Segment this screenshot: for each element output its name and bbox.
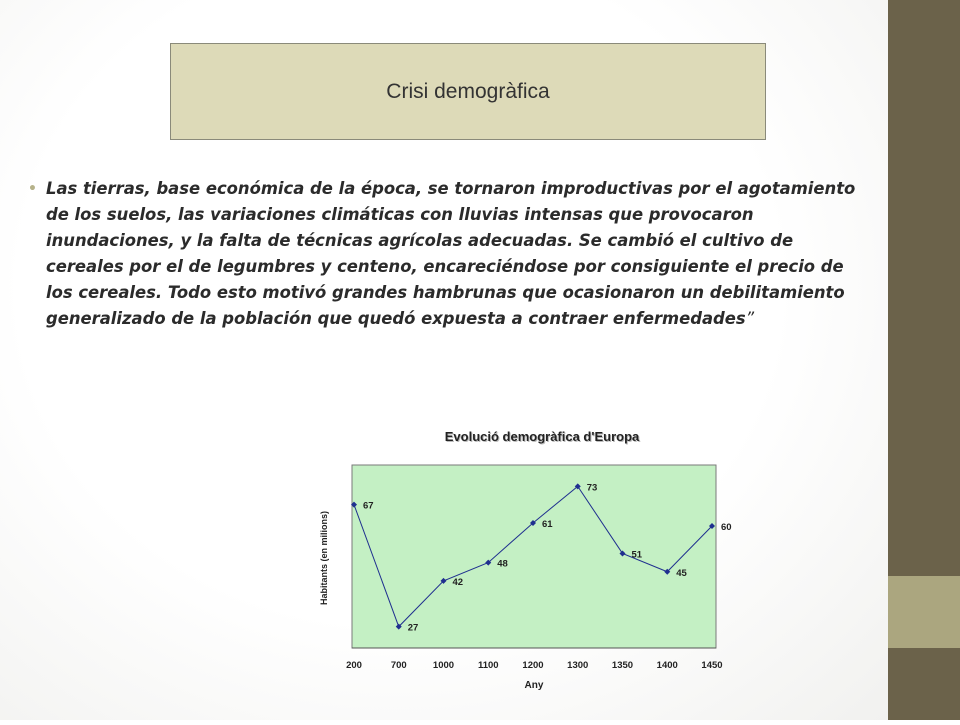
x-tick-labels <box>346 660 723 671</box>
x-tick-label: 700 <box>390 660 407 671</box>
data-label: 73 <box>586 482 598 494</box>
data-label: 61 <box>542 518 553 530</box>
x-tick-label: 1100 <box>477 660 499 671</box>
data-label: 51 <box>631 549 643 561</box>
bullet-icon: • <box>28 181 37 197</box>
data-label: 60 <box>721 522 732 533</box>
bullet-paragraph <box>28 176 858 332</box>
chart-svg <box>300 418 768 720</box>
sidebar-accent-block <box>888 576 960 648</box>
data-label: 42 <box>452 576 464 588</box>
x-axis-label: Any <box>524 680 544 691</box>
population-chart <box>300 418 768 720</box>
x-tick-label: 1300 <box>567 660 589 671</box>
bullet-text <box>46 176 858 332</box>
x-tick-label: 1200 <box>522 660 544 671</box>
x-tick-label: 1400 <box>656 660 678 671</box>
data-label: 27 <box>407 622 419 634</box>
x-tick-label: 1450 <box>701 660 723 671</box>
bullet-main-text: Las tierras, base económica de la época, se tornaron improductivas por el agotamiento de los suelos, las variaciones climáticas con lluvias intensas que provocaron inundaciones, y la falta de técnicas agrícolas adecuadas. Se cambió el cultivo de cereales por el de legumbres y centeno, encareciéndose por consiguiente el precio de los cereales. Todo esto motivó grandes hambrunas que ocasionaron un debilitamiento generalizado de la población que quedó expuesta a contraer enfermedades <box>46 179 856 328</box>
y-axis-label: Habitants (en milions) <box>319 510 329 606</box>
data-label: 45 <box>676 567 687 579</box>
x-tick-label: 1000 <box>432 660 455 671</box>
x-tick-label: 200 <box>346 660 362 671</box>
data-label: 67 <box>363 500 374 512</box>
title-box <box>170 43 766 140</box>
chart-title: Evolució demogràfica d'Europa <box>444 429 640 444</box>
data-label: 48 <box>497 558 508 570</box>
bullet-closing-quote: ” <box>745 309 755 328</box>
plot-area <box>352 465 716 648</box>
slide-title: Crisi demogràfica <box>386 79 550 103</box>
x-tick-label: 1350 <box>611 660 634 671</box>
